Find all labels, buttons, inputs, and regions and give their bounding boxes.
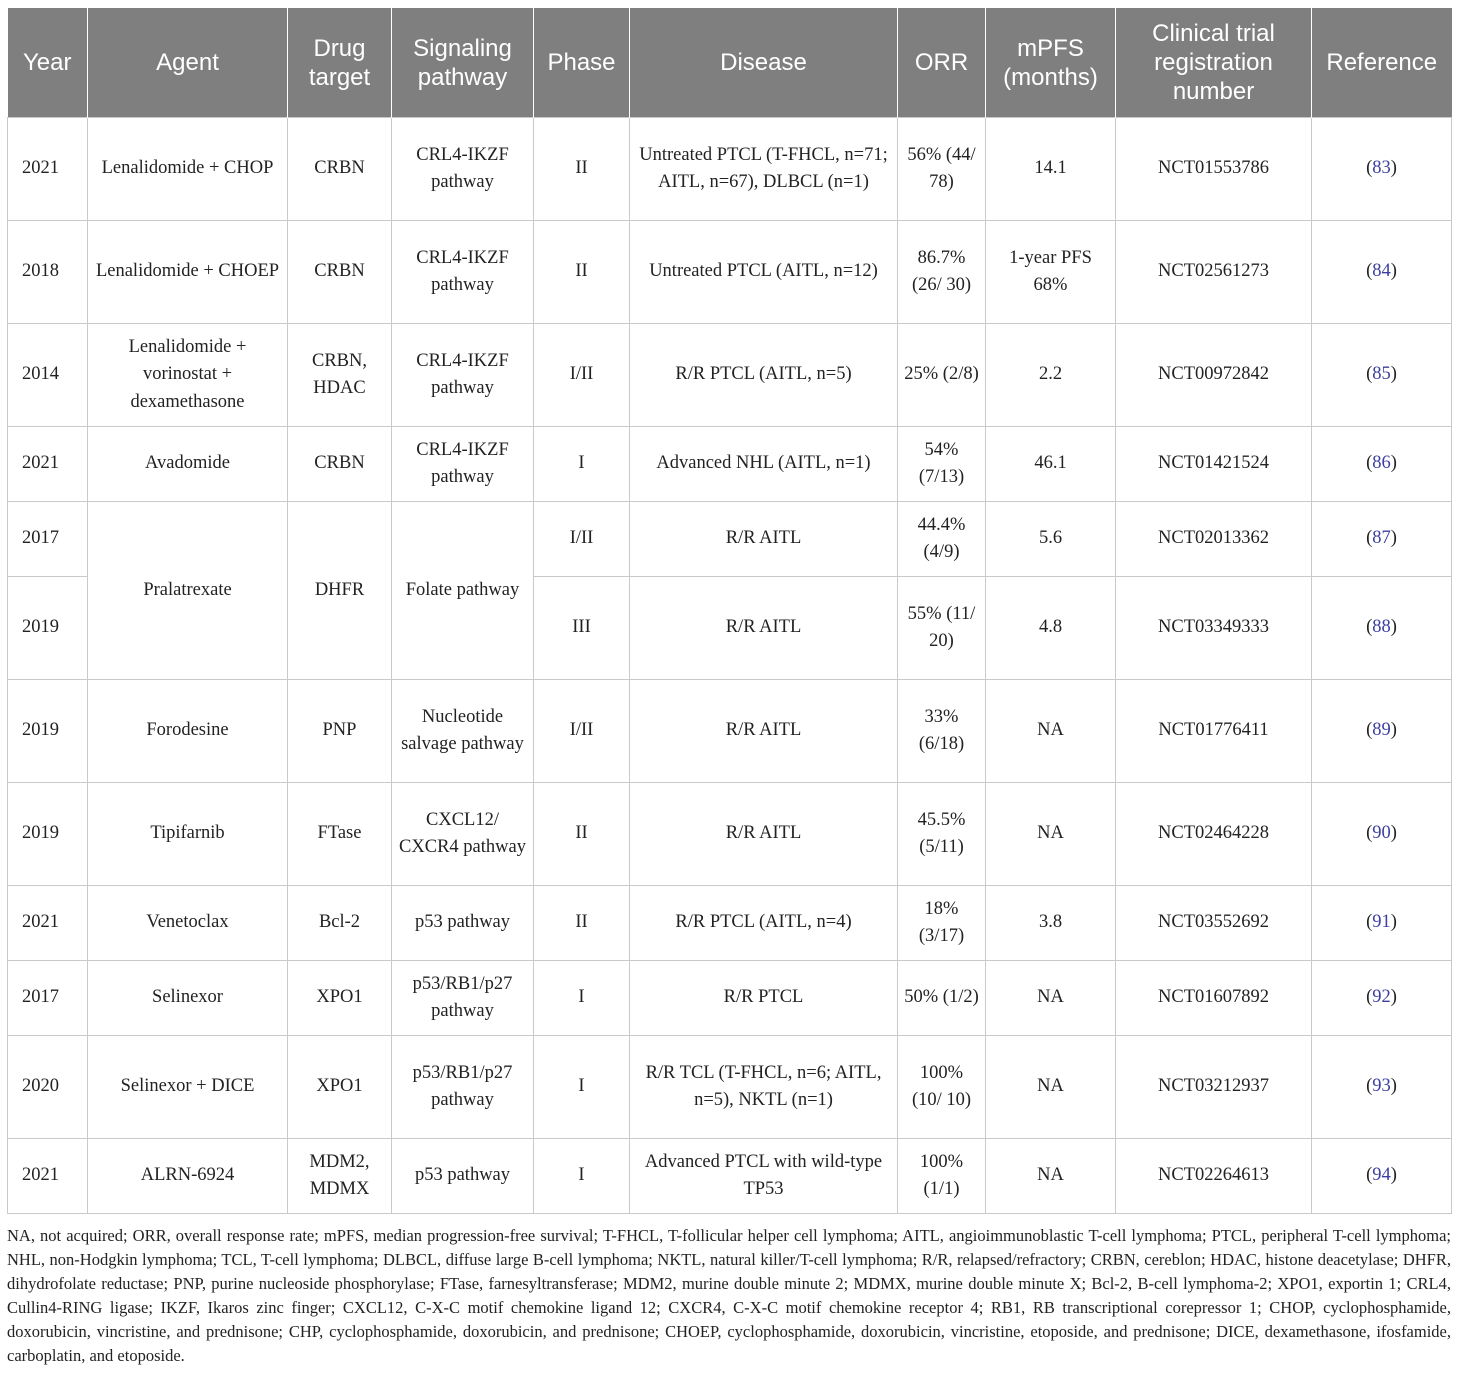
- cell-trial: NCT02464228: [1116, 783, 1312, 886]
- cell-orr: 44.4% (4/9): [898, 502, 986, 577]
- cell-phase: II: [534, 783, 630, 886]
- table-row: [8, 1139, 1452, 1214]
- header-phase: Phase: [534, 8, 630, 118]
- reference-link[interactable]: 92: [1372, 987, 1391, 1008]
- header-reference: Reference: [1312, 8, 1452, 118]
- cell-target: XPO1: [288, 1036, 392, 1139]
- cell-target: PNP: [288, 680, 392, 783]
- reference-link[interactable]: 93: [1372, 1076, 1391, 1097]
- cell-mpfs: NA: [986, 680, 1116, 783]
- cell-pathway: p53/RB1/p27 pathway: [392, 961, 534, 1036]
- cell-phase: I/II: [534, 680, 630, 783]
- reference-link[interactable]: 87: [1372, 528, 1391, 549]
- cell-agent: Selinexor: [88, 961, 288, 1036]
- cell-agent: ALRN-6924: [88, 1139, 288, 1214]
- table-row: [8, 324, 1452, 427]
- cell-agent: Tipifarnib: [88, 783, 288, 886]
- cell-disease: Advanced NHL (AITL, n=1): [630, 427, 898, 502]
- cell-pathway: CRL4-IKZF pathway: [392, 427, 534, 502]
- reference-link[interactable]: 86: [1372, 453, 1391, 474]
- cell-pathway: p53/RB1/p27 pathway: [392, 1036, 534, 1139]
- cell-year: 2017: [8, 502, 88, 577]
- header-signaling-pathway: Signaling pathway: [392, 8, 534, 118]
- cell-trial: NCT01607892: [1116, 961, 1312, 1036]
- table-footnote: NA, not acquired; ORR, overall response rate; mPFS, median progression-free survival; T-FHCL, T-follicular helper cell lymphoma; AITL, angioimmunoblastic T-cell lymphoma; PTCL, peripheral T-cell lymphoma; NHL, non-Hodgkin lymphoma; TCL, T-cell lymphoma; DLBCL, diffuse large B-cell lymphoma; NKTL, natural killer/T-cell lymphoma; R/R, relapsed/refractory; CRBN, cereblon; HDAC, histone deacetylase; DHFR, dihydrofolate reductase; PNP, purine nucleoside phosphorylase; FTase, farnesyltransferase; MDM2, murine double minute 2; MDMX, murine double minute X; Bcl-2, B-cell lymphoma-2; XPO1, exportin 1; CRL4, Cullin4-RING ligase; IKZF, Ikaros zinc finger; CXCL12, C-X-C motif chemokine ligand 12; CXCR4, C-X-C motif chemokine receptor 4; RB1, RB transcriptional corepressor 1; CHOP, cyclophosphamide, doxorubicin, vincristine, and prednisone; CHP, cyclophosphamide, doxorubicin, and prednisone; CHOEP, cyclophosphamide, doxorubicin, vincristine, etoposide, and prednisone; DICE, dexamethasone, ifosfamide, carboplatin, and etoposide.: [7, 1226, 1451, 1365]
- cell-agent: Forodesine: [88, 680, 288, 783]
- table-row: [8, 427, 1452, 502]
- table-row: [8, 886, 1452, 961]
- cell-mpfs: NA: [986, 961, 1116, 1036]
- cell-disease: R/R TCL (T-FHCL, n=6; AITL, n=5), NKTL (n=1): [630, 1036, 898, 1139]
- cell-orr: 55% (11/ 20): [898, 577, 986, 680]
- cell-pathway: p53 pathway: [392, 886, 534, 961]
- header-year: Year: [8, 8, 88, 118]
- cell-pathway: Folate pathway: [392, 502, 534, 680]
- table-row: [8, 961, 1452, 1036]
- cell-agent: Selinexor + DICE: [88, 1036, 288, 1139]
- cell-reference: (86): [1312, 427, 1452, 502]
- cell-pathway: CXCL12/ CXCR4 pathway: [392, 783, 534, 886]
- header-row: [8, 8, 1452, 118]
- cell-phase: I: [534, 1036, 630, 1139]
- cell-year: 2019: [8, 577, 88, 680]
- cell-year: 2014: [8, 324, 88, 427]
- cell-phase: II: [534, 221, 630, 324]
- cell-pathway: CRL4-IKZF pathway: [392, 324, 534, 427]
- cell-target: CRBN: [288, 221, 392, 324]
- table-row: [8, 502, 1452, 577]
- cell-target: DHFR: [288, 502, 392, 680]
- header-trial-number: Clinical trial registration number: [1116, 8, 1312, 118]
- header-orr: ORR: [898, 8, 986, 118]
- table-row: [8, 118, 1452, 221]
- reference-link[interactable]: 91: [1372, 912, 1391, 933]
- cell-phase: II: [534, 886, 630, 961]
- cell-disease: R/R AITL: [630, 577, 898, 680]
- cell-trial: NCT01776411: [1116, 680, 1312, 783]
- cell-trial: NCT02013362: [1116, 502, 1312, 577]
- clinical-trials-table: [7, 8, 1452, 1214]
- cell-agent: Lenalidomide + vorinostat + dexamethasone: [88, 324, 288, 427]
- cell-agent: Pralatrexate: [88, 502, 288, 680]
- table-row: [8, 680, 1452, 783]
- cell-pathway: CRL4-IKZF pathway: [392, 221, 534, 324]
- cell-year: 2019: [8, 680, 88, 783]
- reference-link[interactable]: 88: [1372, 617, 1391, 638]
- cell-target: FTase: [288, 783, 392, 886]
- reference-link[interactable]: 94: [1372, 1165, 1391, 1186]
- table-container: [7, 8, 1451, 1368]
- cell-orr: 54% (7/13): [898, 427, 986, 502]
- cell-phase: I/II: [534, 502, 630, 577]
- cell-orr: 100% (10/ 10): [898, 1036, 986, 1139]
- cell-target: MDM2, MDMX: [288, 1139, 392, 1214]
- cell-disease: R/R PTCL (AITL, n=5): [630, 324, 898, 427]
- cell-orr: 100% (1/1): [898, 1139, 986, 1214]
- cell-year: 2019: [8, 783, 88, 886]
- cell-year: 2017: [8, 961, 88, 1036]
- cell-trial: NCT03212937: [1116, 1036, 1312, 1139]
- reference-link[interactable]: 89: [1372, 720, 1391, 741]
- cell-agent: Lenalidomide + CHOP: [88, 118, 288, 221]
- header-disease: Disease: [630, 8, 898, 118]
- cell-mpfs: 14.1: [986, 118, 1116, 221]
- table-row: [8, 783, 1452, 886]
- cell-year: 2021: [8, 886, 88, 961]
- cell-year: 2021: [8, 427, 88, 502]
- cell-reference: (92): [1312, 961, 1452, 1036]
- cell-reference: (93): [1312, 1036, 1452, 1139]
- cell-trial: NCT03349333: [1116, 577, 1312, 680]
- cell-trial: NCT02264613: [1116, 1139, 1312, 1214]
- cell-mpfs: 2.2: [986, 324, 1116, 427]
- cell-trial: NCT01421524: [1116, 427, 1312, 502]
- cell-reference: (89): [1312, 680, 1452, 783]
- cell-disease: Advanced PTCL with wild-type TP53: [630, 1139, 898, 1214]
- cell-year: 2020: [8, 1036, 88, 1139]
- cell-reference: (83): [1312, 118, 1452, 221]
- cell-trial: NCT00972842: [1116, 324, 1312, 427]
- cell-phase: I/II: [534, 324, 630, 427]
- cell-target: CRBN, HDAC: [288, 324, 392, 427]
- cell-disease: R/R AITL: [630, 680, 898, 783]
- cell-trial: NCT01553786: [1116, 118, 1312, 221]
- header-agent: Agent: [88, 8, 288, 118]
- cell-mpfs: 5.6: [986, 502, 1116, 577]
- cell-mpfs: NA: [986, 1036, 1116, 1139]
- cell-phase: I: [534, 961, 630, 1036]
- reference-link[interactable]: 85: [1372, 364, 1391, 385]
- cell-agent: Venetoclax: [88, 886, 288, 961]
- cell-year: 2021: [8, 118, 88, 221]
- cell-target: XPO1: [288, 961, 392, 1036]
- cell-phase: II: [534, 118, 630, 221]
- cell-orr: 56% (44/ 78): [898, 118, 986, 221]
- cell-mpfs: 1-year PFS 68%: [986, 221, 1116, 324]
- cell-year: 2018: [8, 221, 88, 324]
- cell-trial: NCT02561273: [1116, 221, 1312, 324]
- header-drug-target: Drug target: [288, 8, 392, 118]
- cell-pathway: Nucleotide salvage pathway: [392, 680, 534, 783]
- cell-target: CRBN: [288, 118, 392, 221]
- cell-phase: I: [534, 427, 630, 502]
- cell-agent: Lenalidomide + CHOEP: [88, 221, 288, 324]
- cell-disease: R/R PTCL (AITL, n=4): [630, 886, 898, 961]
- cell-trial: NCT03552692: [1116, 886, 1312, 961]
- reference-link[interactable]: 90: [1372, 823, 1391, 844]
- cell-year: 2021: [8, 1139, 88, 1214]
- cell-reference: (90): [1312, 783, 1452, 886]
- reference-link[interactable]: 84: [1372, 261, 1391, 282]
- cell-orr: 45.5% (5/11): [898, 783, 986, 886]
- cell-orr: 86.7% (26/ 30): [898, 221, 986, 324]
- cell-mpfs: 3.8: [986, 886, 1116, 961]
- cell-phase: III: [534, 577, 630, 680]
- cell-disease: R/R PTCL: [630, 961, 898, 1036]
- cell-orr: 50% (1/2): [898, 961, 986, 1036]
- cell-agent: Avadomide: [88, 427, 288, 502]
- cell-reference: (88): [1312, 577, 1452, 680]
- cell-target: CRBN: [288, 427, 392, 502]
- cell-disease: R/R AITL: [630, 783, 898, 886]
- cell-disease: Untreated PTCL (T-FHCL, n=71; AITL, n=67), DLBCL (n=1): [630, 118, 898, 221]
- cell-reference: (85): [1312, 324, 1452, 427]
- cell-reference: (91): [1312, 886, 1452, 961]
- header-mpfs: mPFS (months): [986, 8, 1116, 118]
- reference-link[interactable]: 83: [1372, 158, 1391, 179]
- cell-mpfs: NA: [986, 783, 1116, 886]
- cell-reference: (94): [1312, 1139, 1452, 1214]
- cell-mpfs: NA: [986, 1139, 1116, 1214]
- cell-reference: (87): [1312, 502, 1452, 577]
- cell-target: Bcl-2: [288, 886, 392, 961]
- cell-phase: I: [534, 1139, 630, 1214]
- table-row: [8, 221, 1452, 324]
- cell-disease: Untreated PTCL (AITL, n=12): [630, 221, 898, 324]
- cell-orr: 33% (6/18): [898, 680, 986, 783]
- cell-orr: 18% (3/17): [898, 886, 986, 961]
- cell-orr: 25% (2/8): [898, 324, 986, 427]
- cell-pathway: CRL4-IKZF pathway: [392, 118, 534, 221]
- cell-reference: (84): [1312, 221, 1452, 324]
- cell-disease: R/R AITL: [630, 502, 898, 577]
- cell-pathway: p53 pathway: [392, 1139, 534, 1214]
- cell-mpfs: 4.8: [986, 577, 1116, 680]
- cell-mpfs: 46.1: [986, 427, 1116, 502]
- table-row: [8, 1036, 1452, 1139]
